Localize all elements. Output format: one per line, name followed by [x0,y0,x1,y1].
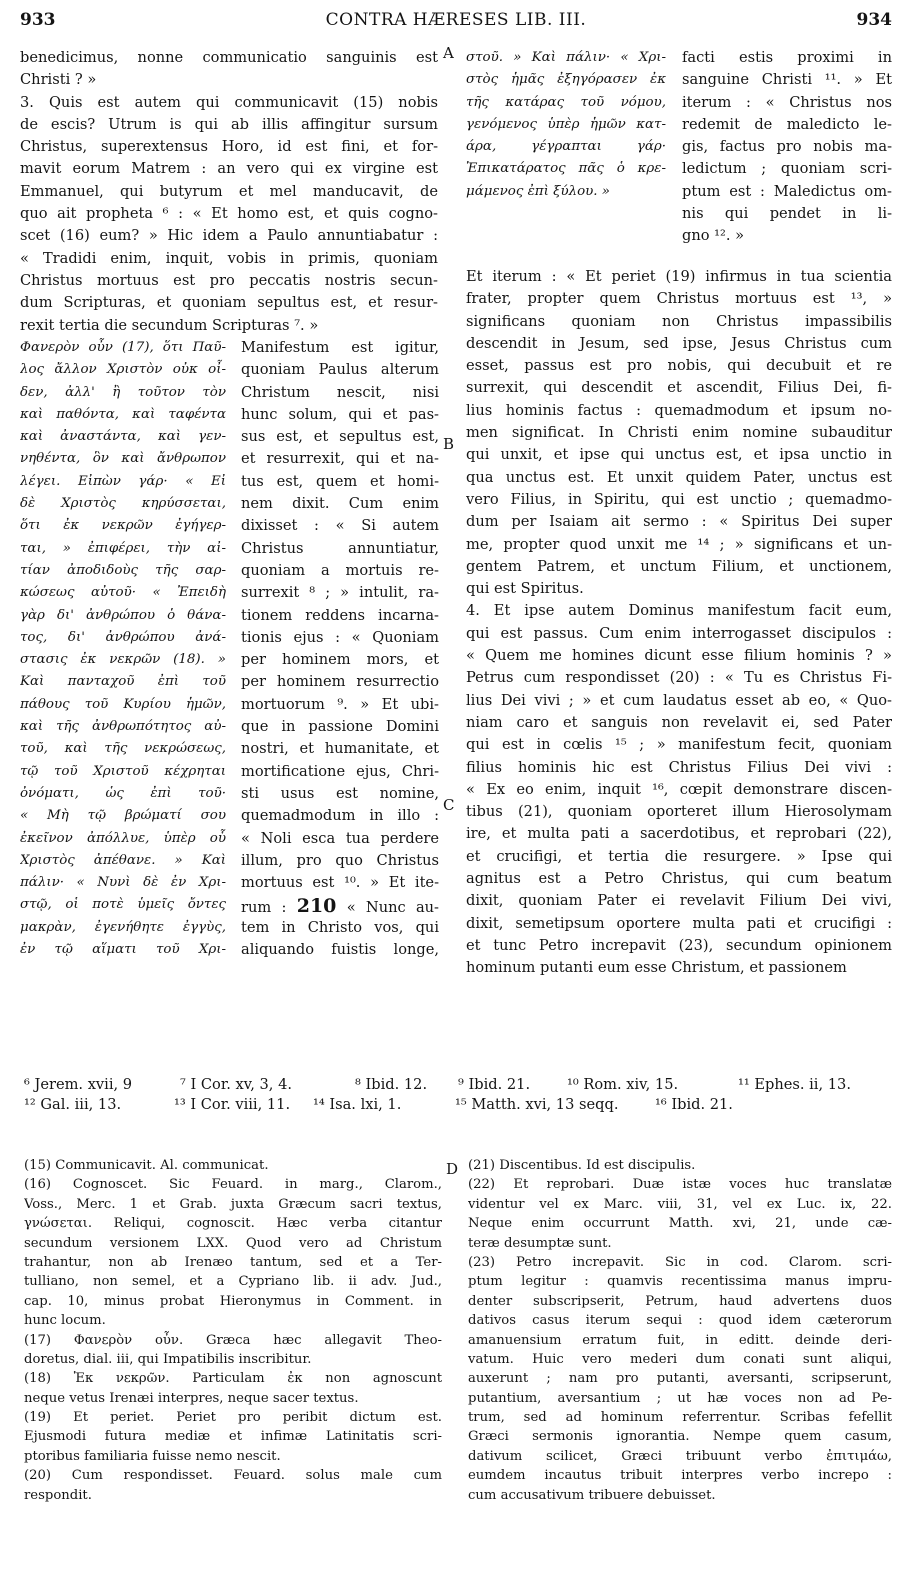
footnote-ref: ⁶ Jerem. xvii, 9 [24,1076,133,1093]
text-line: ire, et multa pati a sacerdotibus, et reprobari (22), [466,825,892,843]
text-line: illum, pro quo Christus [241,851,439,869]
running-title: CONTRA HÆRESES LIB. III. [325,10,587,30]
text-line: λος ἄλλον Χριστὸν οὐκ οἶ- [20,362,226,378]
text-line: gentem Patrem, et unctum Filium, et unctionem, [466,557,892,575]
text-line: tulliano, non semel, et a Cypriano lib. ii adv. Jud., [24,1274,442,1290]
text-line: cap. 10, minus probat Hieronymus in Comment. in [24,1293,442,1309]
text-line: (18) Ἐκ νεκρῶν. Particulam ἐκ non agnoscunt [24,1371,442,1387]
critical-notes-right [468,1156,892,1505]
text-line: dum Scripturas, et quoniam sepultus est, et resur- [20,294,438,312]
text-line: Christus mortuus est pro peccatis nostris secun- [20,271,438,289]
text-line: quoniam a mortuis re- [241,561,439,579]
text-line: nis qui pendet in li- [682,205,892,223]
text-line: gno ¹². » [682,227,745,245]
text-line: (22) Et reprobari. Duæ istæ voces huc translatæ [468,1177,892,1193]
text-line: surrexit, qui descendit et ascendit, Filius Dei, fi- [466,379,892,397]
text-line: tibus (21), quoniam oporteret illum Hierosolymam [466,803,892,821]
text-line: vatum. Huic vero mederi dum conati sunt aliqui, [468,1351,892,1367]
text-line: τίαν ἀποδιδοὺς τῆς σαρ- [20,562,226,578]
text-line: respondit. [24,1487,92,1503]
right-column-latin-top [682,47,892,248]
text-line: qui unxit, et ipse qui unctus est, et ipsa unctio in [466,446,892,464]
text-line: quemadmodum in illo : [241,807,439,825]
text-line: πάλιν· « Νυνὶ δὲ ἐν Χρι- [20,875,226,891]
text-line: mortuorum ⁹. » Et ubi- [241,695,439,713]
text-line: dixisset : « Si autem [241,517,439,535]
text-line: aliquando fuistis longe, [241,941,439,959]
running-header [20,10,892,32]
text-line: Christi ? » [20,71,97,89]
text-line: νηθέντα, ὃν καὶ ἄνθρωπον [20,451,226,467]
text-line: Ejusmodi futura mediæ et infimæ Latinitatis scri- [24,1429,442,1445]
text-line: sti usus est nomine, [241,784,439,802]
text-line: amanuensium erratum fuit, in editt. deinde deri- [468,1332,892,1348]
text-line: lius hominis factus : quemadmodum et ipsum no- [466,401,892,419]
text-line: auxerunt ; nam pro putanti, aversanti, scripserunt, [468,1371,892,1387]
text-line: denter subscripserit, Petrum, haud advertens duos [468,1293,892,1309]
text-line: Christum nescit, nisi [241,383,439,401]
page-number-right: 934 [856,10,892,30]
margin-page-number: 210 [296,894,337,917]
text-line: άρα, γέγραπται γάρ· [466,139,666,155]
text-line: frater, propter quem Christus mortuus est ¹³, » [466,290,892,308]
text-line: dativum scilicet, Græci tribuunt verbo ἐπιτιμάω, [468,1448,892,1464]
right-column-greek-top [466,47,666,203]
text-line: redemit de maledicto le- [682,115,892,133]
text-line: ptoribus familiaria fuisse nemo nescit. [24,1448,281,1464]
text-line: secundum versionem LXX. Quod vero ad Christum [24,1235,442,1251]
text-line: (21) Discentibus. Id est discipulis. [468,1158,696,1173]
text-line: dum per Isaiam ait sermo : « Spiritus Dei super [466,513,892,531]
text-line: λέγει. Εἰπὼν γάρ· « Εἰ [20,473,226,489]
text-line: (19) Et periet. Periet pro peribit dictum est. [24,1410,442,1426]
text-line: « Noli esca tua perdere [241,829,439,847]
text-line: teræ desumptæ sunt. [468,1235,612,1251]
text-line: eumdem incautus tribuit interpres verbo increpo : [468,1468,892,1484]
text-line: Manifestum est igitur, [241,339,439,356]
footnote-ref: ¹⁶ Ibid. 21. [655,1096,733,1113]
text-line: doretus, dial. iii, qui Impatibilis inscribitur. [24,1351,312,1367]
text-line: ledictum ; quoniam scri- [682,160,892,178]
text-line: mortuus est ¹⁰. » Et ite- [241,874,439,892]
text-line: γὰρ δι' ἀνθρώπου ὁ θάνα- [20,607,226,623]
text-line: dixit, quoniam Pater ei revelavit Filium Dei vivi, [466,892,892,910]
text-line: τος, δι' ἀνθρώπου ἀνά- [20,629,226,645]
footnote-ref: ⁹ Ibid. 21. [458,1076,531,1093]
text-line: nem dixit. Cum enim [241,495,439,513]
text-line: στὸς ἡμᾶς ἐξηγόρασεν ἐκ [466,72,666,88]
text-line: γνώσεται. Reliqui, cognoscit. Hæc verba citantur [24,1216,442,1232]
text-line: καὶ τῆς ἀνθρωπότητος αὐ- [20,719,226,735]
footnote-ref: ¹⁵ Matth. xvi, 13 seqq. [455,1096,619,1113]
page-number-left: 933 [20,10,56,30]
text-line: qui est in cœlis ¹⁵ ; » manifestum fecit, quoniam [466,736,892,754]
text-line: « Quem me homines dicunt esse filium hominis ? » [466,647,892,665]
text-line: ὀνόματι, ὡς ἐπὶ τοῦ· [20,785,226,801]
left-column-latin-parallel [241,337,439,894]
left-column-greek [20,337,226,961]
text-line: « Tradidi enim, inquit, vobis in primis, quoniam [20,249,438,267]
text-line: men significat. In Christi enim nomine subauditur [466,424,892,442]
footnote-ref: ⁸ Ibid. 12. [355,1076,428,1093]
text-line: μάμενος ἐπὶ ξύλου. » [466,183,610,199]
text-line: qui est Spiritus. [466,580,584,598]
text-line: τῆς κατάρας τοῦ νόμου, [466,94,666,110]
text-line: videntur vel ex Marc. viii, 31, vel ex Luc. ix, 22. [468,1196,892,1212]
text-line: dativos casus iterum sequi : quod idem cæterorum [468,1313,892,1329]
text-line: Et iterum : « Et periet (19) infirmus in tua scientia [466,268,892,285]
text-line: que in passione Domini [241,718,439,736]
text-line: benedicimus, nonne communicatio sanguinis est [20,49,438,66]
critical-notes-left [24,1156,442,1505]
text-line: esset, passus est pro nobis, qui decubuit et re [466,357,892,375]
text-line: tionis ejus : « Quoniam [241,628,439,646]
text-line: facti estis proximi in [682,49,892,66]
text-line: Χριστὸς ἀπέθανε. » Καὶ [20,852,226,868]
margin-marker-a: A [443,44,454,62]
text-line: hominum putanti eum esse Christum, et passionem [466,959,847,977]
text-line: στοῦ. » Καὶ πάλιν· « Χρι- [466,50,666,65]
margin-marker-d: D [446,1160,459,1178]
text-line: scet (16) eum? » Hic idem a Paulo annuntiabatur : [20,227,438,245]
text-line: Christus, superextensus Horo, id est fini, et for- [20,138,438,156]
text-line: et crucifigi, et tertia die resurgere. » Ipse qui [466,847,892,865]
text-line: ἐν τῷ αἵματι τοῦ Χρι- [20,942,226,958]
text-line: vero Filius, in Spiritu, qui est unctio ; quemadmo- [466,490,892,508]
text-line: tem in Christo vos, qui [241,918,439,936]
text-line: qui est passus. Cum enim interrogasset discipulos : [466,624,892,642]
text-line: Græci sermonis ignorantia. Nempe quem casum, [468,1429,892,1445]
text-line: agnitus est a Petro Christus, qui cum beatum [466,870,892,888]
text-line: πάθους τοῦ Κυρίου ἡμῶν, [20,696,226,712]
text-line: τῷ τοῦ Χριστοῦ κέχρηται [20,763,226,779]
text-line: (23) Petro increpavit. Sic in cod. Clarom. scri- [468,1254,892,1270]
text-line: ἐκεῖνον ἀπόλλυε, ὑπὲρ οὗ [20,830,226,846]
footnote-ref: ¹³ I Cor. viii, 11. [174,1096,291,1113]
text-line: gis, factus pro nobis ma- [682,138,892,156]
text-line: hunc locum. [24,1313,106,1329]
text-line: filius hominis hic est Christus Filius Dei vivi : [466,758,892,776]
text-line: Φανερὸν οὖν (17), ὅτι Παῦ- [20,340,226,355]
text-line: καὶ παθόντα, καὶ ταφέντα [20,406,226,422]
footnote-ref: ¹² Gal. iii, 13. [24,1096,122,1113]
text-line: hunc solum, qui et pas- [241,405,439,423]
text-line: qua unctus est. Et unxit quidem Pater, unctus est [466,468,892,486]
text-line: στασις ἐκ νεκρῶν (18). » [20,652,226,668]
text-line: de escis? Utrum is qui ab illis affingitur sursum [20,115,438,133]
footnote-ref: ⁷ I Cor. xv, 3, 4. [180,1076,293,1093]
text-line: sus est, et sepultus est, [241,428,439,446]
text-line: (16) Cognoscet. Sic Feuard. in marg., Clarom., [24,1177,442,1193]
text-line: δεν, ἀλλ' ἢ τοῦτον τὸν [20,384,226,400]
text-line: mortificatione ejus, Chri- [241,762,439,780]
text-line: lius Dei vivi ; » et cum laudatus esset ab eo, « Quo- [466,691,892,709]
text-line: μακρὰν, ἐγενήθητε ἐγγὺς, [20,919,226,935]
text-line: Voss., Merc. 1 et Grab. juxta Græcum sacri textus, [24,1196,442,1212]
text-line: Ἐπικατάρατος πᾶς ὁ κρε- [466,161,666,177]
text-line: (15) Communicavit. Al. communicat. [24,1158,269,1173]
text-line: ται, » ἐπιφέρει, τὴν αἰ- [20,540,226,556]
text-line: Petrus cum respondisset (20) : « Tu es Christus Fi- [466,669,892,687]
footnote-ref: ¹⁰ Rom. xiv, 15. [567,1076,679,1093]
text-line: sanguine Christi ¹¹. » Et [682,71,892,89]
text-line: Christus annuntiatur, [241,539,439,557]
text-line: 4. Et ipse autem Dominus manifestum facit eum, [466,602,892,620]
text-line: δὲ Χριστὸς κηρύσσεται, [20,496,226,512]
text-line: trum, sed ad hominum referrentur. Scribas fefellit [468,1410,892,1426]
text-line: me, propter quod unxit me ¹⁴ ; » significans et un- [466,535,892,553]
text-line: Emmanuel, qui butyrum et mel manducavit, de [20,182,438,200]
text-line: « Μὴ τῷ βρώματί σου [20,808,226,824]
text-line: κώσεως αὐτοῦ· « Ἐπειδὴ [20,585,226,601]
text-line: significans quoniam non Christus impassibilis [466,312,892,330]
text-line: Neque enim occurrunt Matth. xvi, 21, unde cæ- [468,1216,892,1232]
text-line: 3. Quis est autem qui communicavit (15) nobis [20,93,438,111]
text-line: putantium, aversantium ; ut hæ voces non ad Pe- [468,1390,892,1406]
text-line: quoniam Paulus alterum [241,361,439,379]
text-line: tionem reddens incarna- [241,606,439,624]
text-line: per hominem mors, et [241,651,439,669]
text-line: rexit tertia die secundum Scripturas ⁷. » [20,316,319,334]
text-line: mavit eorum Matrem : an vero qui ex virgine est [20,160,438,178]
text-line: niam caro et sanguis non revelavit ei, sed Pater [466,713,892,731]
left-column-latin-parallel-end [241,895,439,962]
text-line: descendit in Jesum, sed ipse, Jesus Christus cum [466,334,892,352]
text-line: surrexit ⁸ ; » intulit, ra- [241,584,439,602]
text-line: et tunc Petro increpavit (23), secundum opinionem [466,936,892,954]
text-line: ὅτι ἐκ νεκρῶν ἐγήγερ- [20,518,226,534]
text-line: (20) Cum respondisset. Feuard. solus male cum [24,1468,442,1484]
text-line: nostri, et humanitate, et [241,740,439,758]
footnote-ref: ¹⁴ Isa. lxi, 1. [313,1096,402,1113]
text-line: « Ex eo enim, inquit ¹⁶, cœpit demonstrare discen- [466,780,892,798]
text-line: tus est, quem et homi- [241,472,439,490]
text-line: per hominem resurrectio [241,673,439,691]
text-line: cum accusativum tribuere debuisset. [468,1487,716,1503]
text-line: quo ait propheta ⁶ : « Et homo est, et quis cogno- [20,205,438,223]
text-line: ptum legitur : quamvis recentissima manus impru- [468,1274,892,1290]
text-line: (17) Φανερὸν οὖν. Græca hæc allegavit Theo- [24,1332,442,1348]
text-line: rum : 210 « Nunc au- [241,894,439,917]
text-line: Καὶ πανταχοῦ ἐπὶ τοῦ [20,674,226,690]
text-line: στῷ, οἱ ποτὲ ὑμεῖς ὄντες [20,897,226,913]
text-line: neque vetus Irenæi interpres, neque sacer textus. [24,1390,359,1406]
text-line: γενόμενος ὑπὲρ ἡμῶν κατ- [466,116,666,132]
text-line: καὶ ἀναστάντα, καὶ γεν- [20,429,226,445]
text-line: τοῦ, καὶ τῆς νεκρώσεως, [20,741,226,757]
text-line: iterum : « Christus nos [682,93,892,111]
right-column-latin-main [466,266,892,980]
footnote-ref: ¹¹ Ephes. ii, 13. [738,1076,851,1093]
text-line: dixit, semetipsum oportere multa pati et crucifigi : [466,914,892,932]
margin-marker-b: B [443,435,455,453]
text-line: trahantur, non ab Irenæo tantum, sed et a Ter- [24,1254,442,1270]
margin-marker-c: C [443,796,455,814]
text-line: ptum est : Maledictus om- [682,182,892,200]
left-column-latin-top [20,47,438,337]
text-line: et resurrexit, qui et na- [241,450,439,468]
